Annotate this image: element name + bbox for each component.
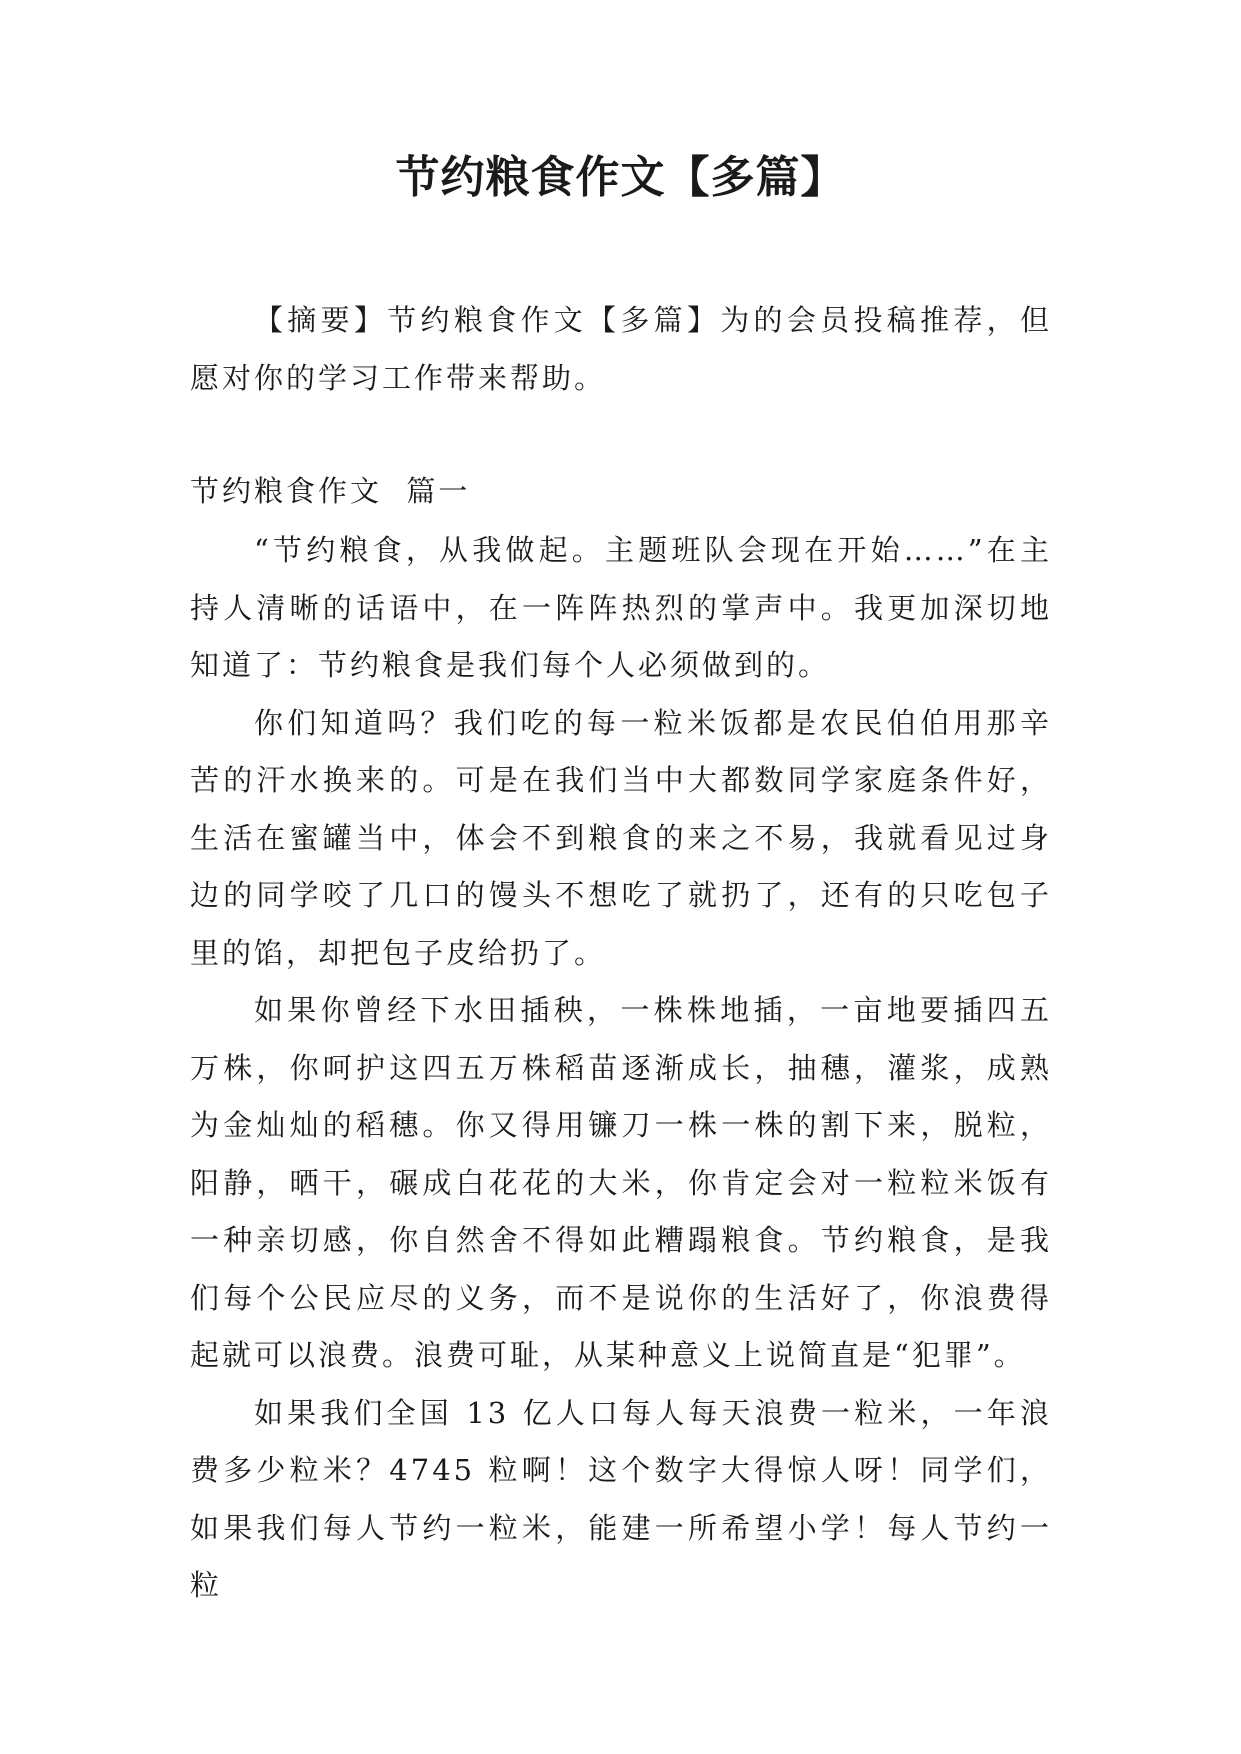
section-heading: 节约粮食作文 篇一 [190,474,471,508]
essay-body [190,522,1052,1615]
essay-paragraph: 如果我们全国 13 亿人口每人每天浪费一粒米，一年浪费多少粒米？4745 粒啊！这个数字大得惊人呀！同学们，如果我们每人节约一粒米，能建一所希望小学！每人节约一粒 [190,1395,1052,1602]
essay-paragraph: 你们知道吗？我们吃的每一粒米饭都是农民伯伯用那辛苦的汗水换来的。可是在我们当中大都数同学家庭条件好，生活在蜜罐当中，体会不到粮食的来之不易，我就看见过身边的同学咬了几口的馒头不想吃了就扔了，还有的只吃包子里的馅，却把包子皮给扔了。 [190,705,1052,970]
essay-paragraph: “节约粮食，从我做起。主题班队会现在开始……”在主持人清晰的话语中，在一阵阵热烈的掌声中。我更加深切地知道了：节约粮食是我们每个人必须做到的。 [190,533,1052,682]
document-title: 节约粮食作文【多篇】 [395,152,846,203]
abstract-paragraph: 【摘要】节约粮食作文【多篇】为的会员投稿推荐，但愿对你的学习工作带来帮助。 [190,303,1052,395]
essay-paragraph: 如果你曾经下水田插秧，一株株地插，一亩地要插四五万株，你呵护这四五万株稻苗逐渐成长，抽穗，灌浆，成熟为金灿灿的稻穗。你又得用镰刀一株一株的割下来，脱粒，阳静，晒干，碾成白花花的大米，你肯定会对一粒粒米饭有一种亲切感，你自然舍不得如此糟蹋粮食。节约粮食，是我们每个公民应尽的义务，而不是说你的生活好了，你浪费得起就可以浪费。浪费可耻，从某种意义上说简直是“犯罪”。 [190,993,1052,1372]
